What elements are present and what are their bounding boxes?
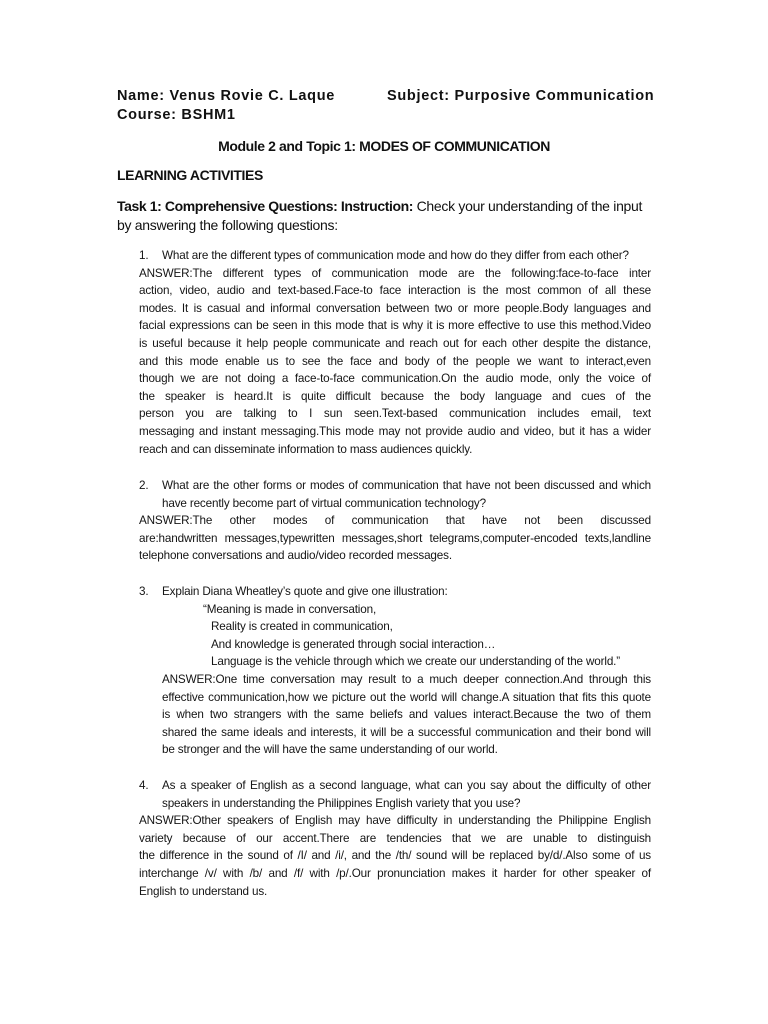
question-number: 1. [139,249,149,262]
answer-line: ANSWER:Other speakers of English may have difficulty in understanding the Philippine English [139,814,651,828]
question-1 [139,247,651,458]
course-line: Course: BSHM1 [117,107,236,123]
student-name: Name: Venus Rovie C. Laque [117,88,336,104]
question-text: What are the different types of communication mode and how do they differ from each other? [162,249,629,262]
answer-line: is useful because it help people communicate and reach out for each other despite the distance, [139,336,651,350]
question-2 [139,477,651,565]
quote-line: Reality is created in communication, [211,620,393,634]
answer-line: ANSWER:One time conversation may result to a much deeper connection.And through this [162,672,651,686]
question-1-text [139,247,651,265]
question-text: As a speaker of English as a second language, what can you say about the difficulty of other [162,779,651,792]
question-number: 2. [139,479,149,492]
quote-line: And knowledge is generated through social interaction… [211,637,496,651]
answer-line: English to understand us. [139,884,268,898]
answer-line: and this mode enable us to see the face and body of the people we want to interact,even [139,354,651,368]
question-text: What are the other forms or modes of communication that have not been discussed and which [162,479,651,492]
answer-line: messaging and instant messaging.This mode may not provide audio and video, but it has a wider [139,424,651,438]
answer-line: the speaker is heard.It is quite difficult because the body language and cues of the [139,389,651,403]
answer-line: effective communication,how we picture out the world will change.A situation that fits this quote [162,690,651,704]
answer-line: be stronger and the will have the same understanding of our world. [162,743,498,757]
task-instruction [117,197,657,235]
section-heading: LEARNING ACTIVITIES [117,167,263,183]
quote-line: “Meaning is made in conversation, [203,602,377,616]
question-number: 4. [139,779,149,792]
answer-line: ANSWER:The other modes of communication that have not been discussed [139,514,651,528]
question-text: speakers in understanding the Philippines English variety that you use? [162,796,521,810]
question-4-text [139,777,651,795]
answer-line: telephone conversations and audio/video recorded messages. [139,549,452,563]
answer-line: shared the same ideals and interests, it will be a successful communication and their bond will [162,725,651,739]
subject-line: Subject: Purposive Communication [387,88,655,104]
answer-line: interchange /v/ with /b/ and /f/ with /p/.Our pronunciation makes it harder for other speaker of [139,866,651,880]
answer-line: action, video, audio and text-based.Face-to face interaction is the most common of all these [139,284,651,298]
task-label: Task 1: Comprehensive Questions: Instruction: [117,198,414,214]
answer-line: ANSWER:The different types of communication mode are the following:face-to-face inter [139,266,651,280]
question-number: 3. [139,585,149,598]
answer-line: person you are talking to I sun seen.Text-based communication includes email, text [139,407,651,421]
answer-line: variety because of our accent.There are tendencies that we are unable to distinguish [139,831,651,845]
answer-line: reach and can disseminate information to mass audiences quickly. [139,442,473,456]
answer-line: facial expressions can be seen in this mode that is why it is more effective to use this method.Video [139,319,651,333]
question-3-text [139,583,651,601]
answer-line: modes. It is casual and informal conversation between two or more people.Body languages and [139,301,651,315]
question-2-text [139,477,651,495]
answer-line: is when two strangers with the same beliefs and values interact.Because the two of them [162,708,651,722]
question-text: Explain Diana Wheatley’s quote and give one illustration: [162,585,448,598]
answer-line: are:handwritten messages,typewritten messages,short telegrams,computer-encoded texts,landline [139,531,651,545]
quote-line: Language is the vehicle through which we create our understanding of the world.” [211,655,621,669]
task-text: Check your understanding of the input by answering the following questions: [117,198,643,233]
question-4 [139,777,651,900]
answer-line: though we are not doing a face-to-face communication.On the audio mode, only the voice of [139,372,651,386]
answer-line: the difference in the sound of /I/ and /i/, and the /th/ sound will be replaced by/d/.Also some of us [139,849,651,863]
question-text: have recently become part of virtual communication technology? [162,496,486,510]
module-title: Module 2 and Topic 1: MODES OF COMMUNICATION [218,138,550,154]
question-3 [139,583,651,759]
